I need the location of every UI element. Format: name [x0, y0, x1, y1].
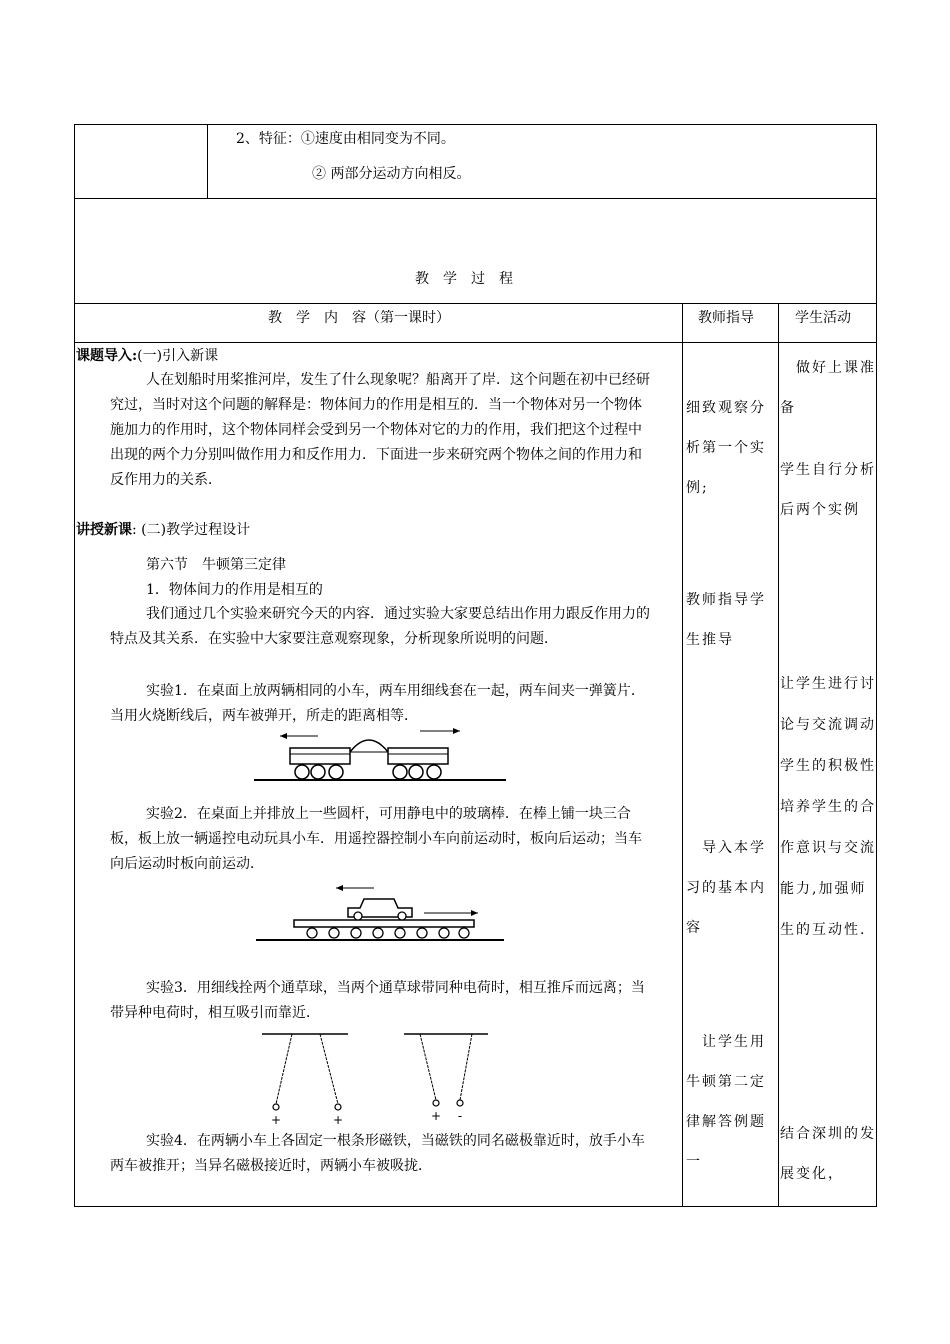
rollers [307, 928, 469, 938]
feature-line-2: ② 两部分运动方向相反。 [312, 166, 471, 182]
intro-paragraph: 人在划船时用桨推河岸，发生了什么现象呢？船离开了岸．这个问题在初中已经研究过，当时对这个问题的解释是：物体间力的作用是相互的．当一个物体对另一个物体施加力的作用时，这个物体同样会受到另一个物体对它的力的作用，我们把这个过程中出现的两个力分别叫做作用力和反作用力．下面进一步来研究两个物体之间的作用力和反作用力的关系． [110, 372, 650, 488]
charge-label: + [270, 1113, 282, 1127]
charge-label: + [332, 1113, 344, 1127]
table-divider-3 [74, 342, 877, 343]
section-heading: 第六节 牛顿第三定律 [146, 557, 286, 573]
intro-label: 课题导入: [76, 348, 138, 364]
point-1-paragraph: 我们通过几个实验来研究今天的内容．通过实验大家要总结出作用力跟反作用力的特点及其关系．在实验中大家要注意观察现象，分析现象所说明的问题． [110, 606, 650, 647]
teacher-note-4: 让学生用牛顿第二定律解答例题一 [686, 1034, 766, 1170]
experiment-2-figure [256, 880, 516, 950]
point-1-heading: 1．物体间力的作用是相互的 [146, 582, 323, 598]
teacher-note-2: 教师指导学生推导 [686, 592, 766, 648]
board [294, 920, 474, 927]
experiment-3-text: 实验3．用细线拴两个通草球，当两个通草球带同种电荷时，相互推斥而远离；当带异种电荷时，相互吸引而靠近． [110, 980, 645, 1021]
experiment-1-text: 实验1．在桌面上放两辆相同的小车，两车用细线套在一起，两车间夹一弹簧片．当用火烧断线后，两车被弹开，所走的距离相等． [110, 683, 645, 724]
experiment-4-text: 实验4．在两辆小车上各固定一根条形磁铁，当磁铁的同名磁极靠近时，放手小车两车被推开；当异名磁极接近时，两辆小车被吸拢． [110, 1133, 645, 1174]
header-student: 学生活动 [795, 310, 851, 326]
table-divider-1 [74, 198, 877, 199]
feature-line-1: 2、特征：①速度由相同变为不同。 [236, 131, 455, 147]
table-divider-2 [74, 303, 877, 304]
student-note-4: 结合深圳的发展变化， [780, 1126, 876, 1182]
charge-label: + [430, 1109, 442, 1123]
experiment-3-figure [262, 1028, 492, 1128]
top-row-divider [207, 124, 208, 199]
student-note-3: 让学生进行讨论与交流调动学生的积极性培养学生的合作意识与交流能力,加强师生的互动性. [780, 676, 876, 938]
charge-label: - [457, 1109, 463, 1123]
lecture-sub: : (二)教学过程设计 [132, 522, 251, 538]
lecture-label: 讲授新课 [76, 522, 132, 538]
teacher-note-1: 细致观察分析第一个实例; [686, 400, 766, 496]
right-cart-body [388, 748, 448, 764]
experiment-1-figure [254, 722, 514, 792]
table-border-right [876, 124, 877, 1207]
intro-heading [76, 346, 218, 366]
lecture-heading [76, 520, 250, 540]
header-content: 教 学 内 容（第一课时） [268, 310, 450, 326]
content-column-divider [682, 303, 683, 1207]
table-border-top [74, 124, 877, 125]
experiment-2-text: 实验2．在桌面上并排放上一些圆杆，可用静电中的玻璃棒．在棒上铺一块三合板，板上放一辆遥控电动玩具小车．用遥控器控制小车向前运动时，板向后运动；当车向后运动时板向前运动． [110, 806, 642, 872]
table-border-left [74, 124, 75, 1207]
student-note-1: 做好上课准备 [780, 360, 876, 416]
intro-sub: (一)引入新课 [137, 348, 219, 364]
left-cart-body [290, 748, 350, 764]
table-border-bottom [74, 1206, 877, 1207]
teacher-note-3: 导入本学习的基本内容 [686, 840, 766, 936]
student-note-2: 学生自行分析后两个实例 [780, 462, 876, 518]
section-title: 教 学 过 程 [415, 271, 513, 287]
header-teacher: 教师指导 [698, 310, 754, 326]
teacher-column-divider [778, 303, 779, 1207]
spring-arc [350, 740, 388, 752]
